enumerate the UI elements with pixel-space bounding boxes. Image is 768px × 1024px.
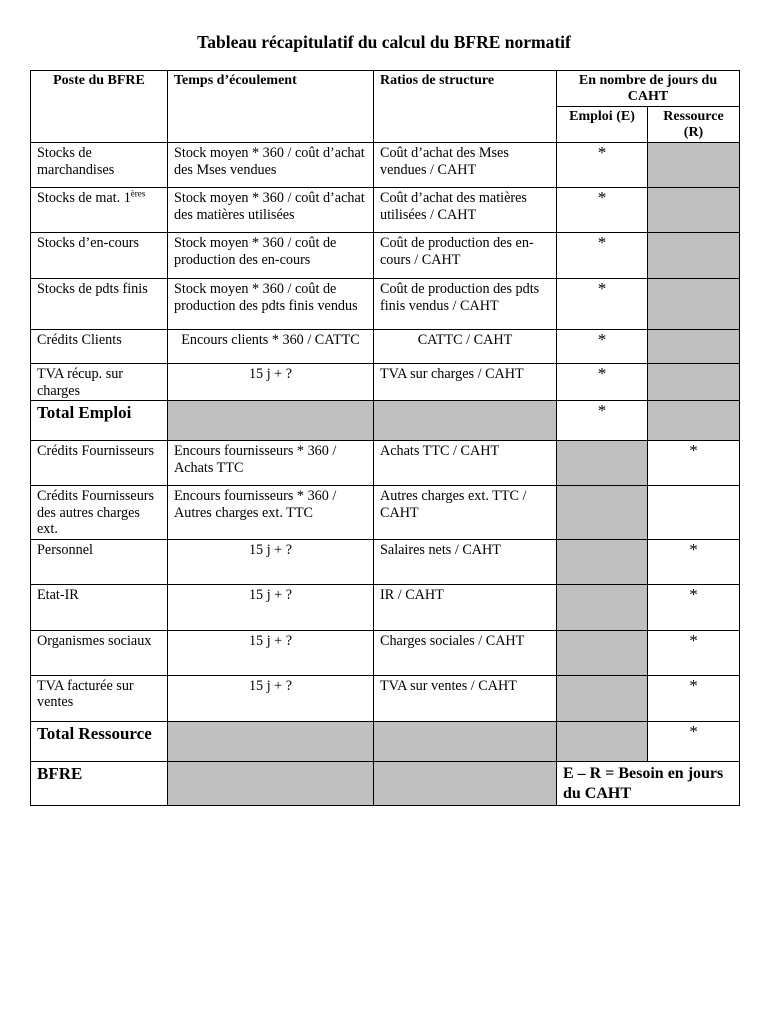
bfre-summary-table — [30, 70, 740, 806]
total-ressource-row — [31, 721, 740, 761]
temps-cell: 15 j + ? — [168, 675, 374, 721]
shaded-cell — [374, 761, 557, 805]
table-row — [31, 330, 740, 364]
shaded-cell — [168, 761, 374, 805]
table-row — [31, 675, 740, 721]
emploi-shaded — [557, 675, 648, 721]
ratio-cell: Charges sociales / CAHT — [374, 630, 557, 675]
shaded-cell — [168, 401, 374, 441]
ratio-cell: IR / CAHT — [374, 584, 557, 630]
emploi-shaded — [557, 721, 648, 761]
header-ressource: Ressource (R) — [648, 107, 740, 143]
header-temps: Temps d’écoulement — [168, 71, 374, 143]
poste-cell: TVA facturée sur ventes — [31, 675, 168, 721]
poste-text: Stocks de mat. 1 — [37, 190, 131, 206]
emploi-shaded — [557, 630, 648, 675]
ressource-shaded — [648, 330, 740, 364]
temps-cell: 15 j + ? — [168, 364, 374, 401]
ressource-value: * — [648, 441, 740, 486]
ratio-cell: TVA sur charges / CAHT — [374, 364, 557, 401]
ratio-cell: Autres charges ext. TTC / CAHT — [374, 486, 557, 540]
poste-superscript: ères — [130, 188, 146, 199]
temps-cell: Encours fournisseurs * 360 / Achats TTC — [168, 441, 374, 486]
poste-cell: TVA récup. sur charges — [31, 364, 168, 401]
ratio-cell: CATTC / CAHT — [374, 330, 557, 364]
ratio-cell: Coût d’achat des Mses vendues / CAHT — [374, 143, 557, 188]
emploi-shaded — [557, 539, 648, 584]
emploi-value: * — [557, 364, 648, 401]
ressource-shaded — [648, 233, 740, 279]
temps-cell: Stock moyen * 360 / coût de production des pdts finis vendus — [168, 279, 374, 330]
total-ressource-label: Total Ressource — [31, 721, 168, 761]
temps-cell: Encours fournisseurs * 360 / Autres charges ext. TTC — [168, 486, 374, 540]
emploi-value: * — [557, 233, 648, 279]
table-row — [31, 441, 740, 486]
ressource-shaded — [648, 279, 740, 330]
ressource-shaded — [648, 188, 740, 233]
temps-cell: Encours clients * 360 / CATTC — [168, 330, 374, 364]
ressource-value: * — [648, 539, 740, 584]
poste-cell — [31, 188, 168, 233]
poste-cell: Crédits Fournisseurs des autres charges ext. — [31, 486, 168, 540]
poste-cell: Etat-IR — [31, 584, 168, 630]
table-row — [31, 486, 740, 540]
table-row — [31, 364, 740, 401]
total-emploi-label: Total Emploi — [31, 401, 168, 441]
ratio-cell: Coût de production des en-cours / CAHT — [374, 233, 557, 279]
poste-cell: Crédits Fournisseurs — [31, 441, 168, 486]
temps-cell: 15 j + ? — [168, 630, 374, 675]
ressource-value: * — [648, 675, 740, 721]
ressource-shaded — [648, 401, 740, 441]
bfre-row — [31, 761, 740, 805]
header-emploi: Emploi (E) — [557, 107, 648, 143]
poste-cell: Crédits Clients — [31, 330, 168, 364]
table-row — [31, 143, 740, 188]
ressource-shaded — [648, 364, 740, 401]
bfre-label: BFRE — [31, 761, 168, 805]
poste-cell: Stocks d’en-cours — [31, 233, 168, 279]
header-poste: Poste du BFRE — [31, 71, 168, 143]
table-row — [31, 584, 740, 630]
ressource-value: * — [648, 584, 740, 630]
table-row — [31, 279, 740, 330]
emploi-value: * — [557, 330, 648, 364]
header-jours: En nombre de jours du CAHT — [557, 71, 740, 107]
ressource-value: * — [648, 630, 740, 675]
table-row — [31, 630, 740, 675]
temps-cell: Stock moyen * 360 / coût de production des en-cours — [168, 233, 374, 279]
poste-cell: Stocks de pdts finis — [31, 279, 168, 330]
document-title: Tableau récapitulatif du calcul du BFRE normatif — [197, 32, 571, 52]
ratio-cell: TVA sur ventes / CAHT — [374, 675, 557, 721]
temps-cell: Stock moyen * 360 / coût d’achat des matières utilisées — [168, 188, 374, 233]
table-row — [31, 539, 740, 584]
ratio-cell: Coût de production des pdts finis vendus / CAHT — [374, 279, 557, 330]
poste-cell: Stocks de marchandises — [31, 143, 168, 188]
bfre-result: E – R = Besoin en jours du CAHT — [557, 761, 740, 805]
shaded-cell — [374, 721, 557, 761]
emploi-shaded — [557, 441, 648, 486]
temps-cell: Stock moyen * 360 / coût d’achat des Mses vendues — [168, 143, 374, 188]
temps-cell: 15 j + ? — [168, 584, 374, 630]
ressource-value — [648, 486, 740, 540]
shaded-cell — [168, 721, 374, 761]
emploi-value: * — [557, 188, 648, 233]
ratio-cell: Salaires nets / CAHT — [374, 539, 557, 584]
emploi-value: * — [557, 279, 648, 330]
poste-cell: Organismes sociaux — [31, 630, 168, 675]
emploi-shaded — [557, 584, 648, 630]
total-emploi-value: * — [557, 401, 648, 441]
header-ratios: Ratios de structure — [374, 71, 557, 143]
emploi-value: * — [557, 143, 648, 188]
header-row — [31, 71, 740, 107]
total-ressource-value: * — [648, 721, 740, 761]
ratio-cell: Achats TTC / CAHT — [374, 441, 557, 486]
table-row — [31, 188, 740, 233]
shaded-cell — [374, 401, 557, 441]
poste-cell: Personnel — [31, 539, 168, 584]
temps-cell: 15 j + ? — [168, 539, 374, 584]
total-emploi-row — [31, 401, 740, 441]
ratio-cell: Coût d’achat des matières utilisées / CAHT — [374, 188, 557, 233]
ressource-shaded — [648, 143, 740, 188]
emploi-shaded — [557, 486, 648, 540]
table-row — [31, 233, 740, 279]
